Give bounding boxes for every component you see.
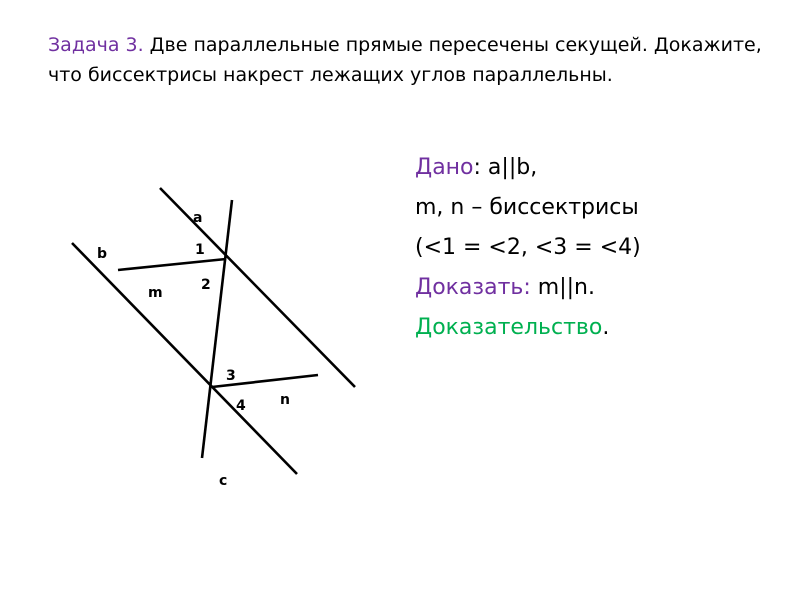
prove-text: m||n. xyxy=(530,275,595,300)
label-a: a xyxy=(193,210,203,226)
task-text: Две параллельные прямые пересечены секущей. Докажите, что биссектрисы накрест лежащих углов параллельны. xyxy=(48,34,762,86)
label-angle-3: 3 xyxy=(226,368,236,384)
line-a xyxy=(160,188,355,387)
label-angle-4: 4 xyxy=(236,398,246,414)
task-label: Задача 3. xyxy=(48,34,144,56)
prove-row xyxy=(415,268,641,308)
label-angle-2: 2 xyxy=(201,277,211,293)
angles-row: (<1 = <2, <3 = <4) xyxy=(415,235,641,260)
bisector-m xyxy=(118,259,226,270)
bisectors-row: m, n – биссектрисы xyxy=(415,195,639,220)
transversal-c xyxy=(202,200,232,458)
given-label: Дано xyxy=(415,155,474,180)
label-c: c xyxy=(219,473,228,489)
label-n: n xyxy=(280,392,290,408)
proof-text: . xyxy=(602,315,610,340)
proof-label: Доказательство xyxy=(415,315,603,340)
proof-row xyxy=(415,308,641,348)
line-b xyxy=(72,243,297,474)
given-block xyxy=(415,148,641,348)
label-angle-1: 1 xyxy=(195,242,205,258)
given-row xyxy=(415,148,641,188)
label-m: m xyxy=(148,285,163,301)
prove-label: Доказать: xyxy=(415,275,531,300)
given-text: : a||b, xyxy=(473,155,538,180)
label-b: b xyxy=(97,246,108,262)
